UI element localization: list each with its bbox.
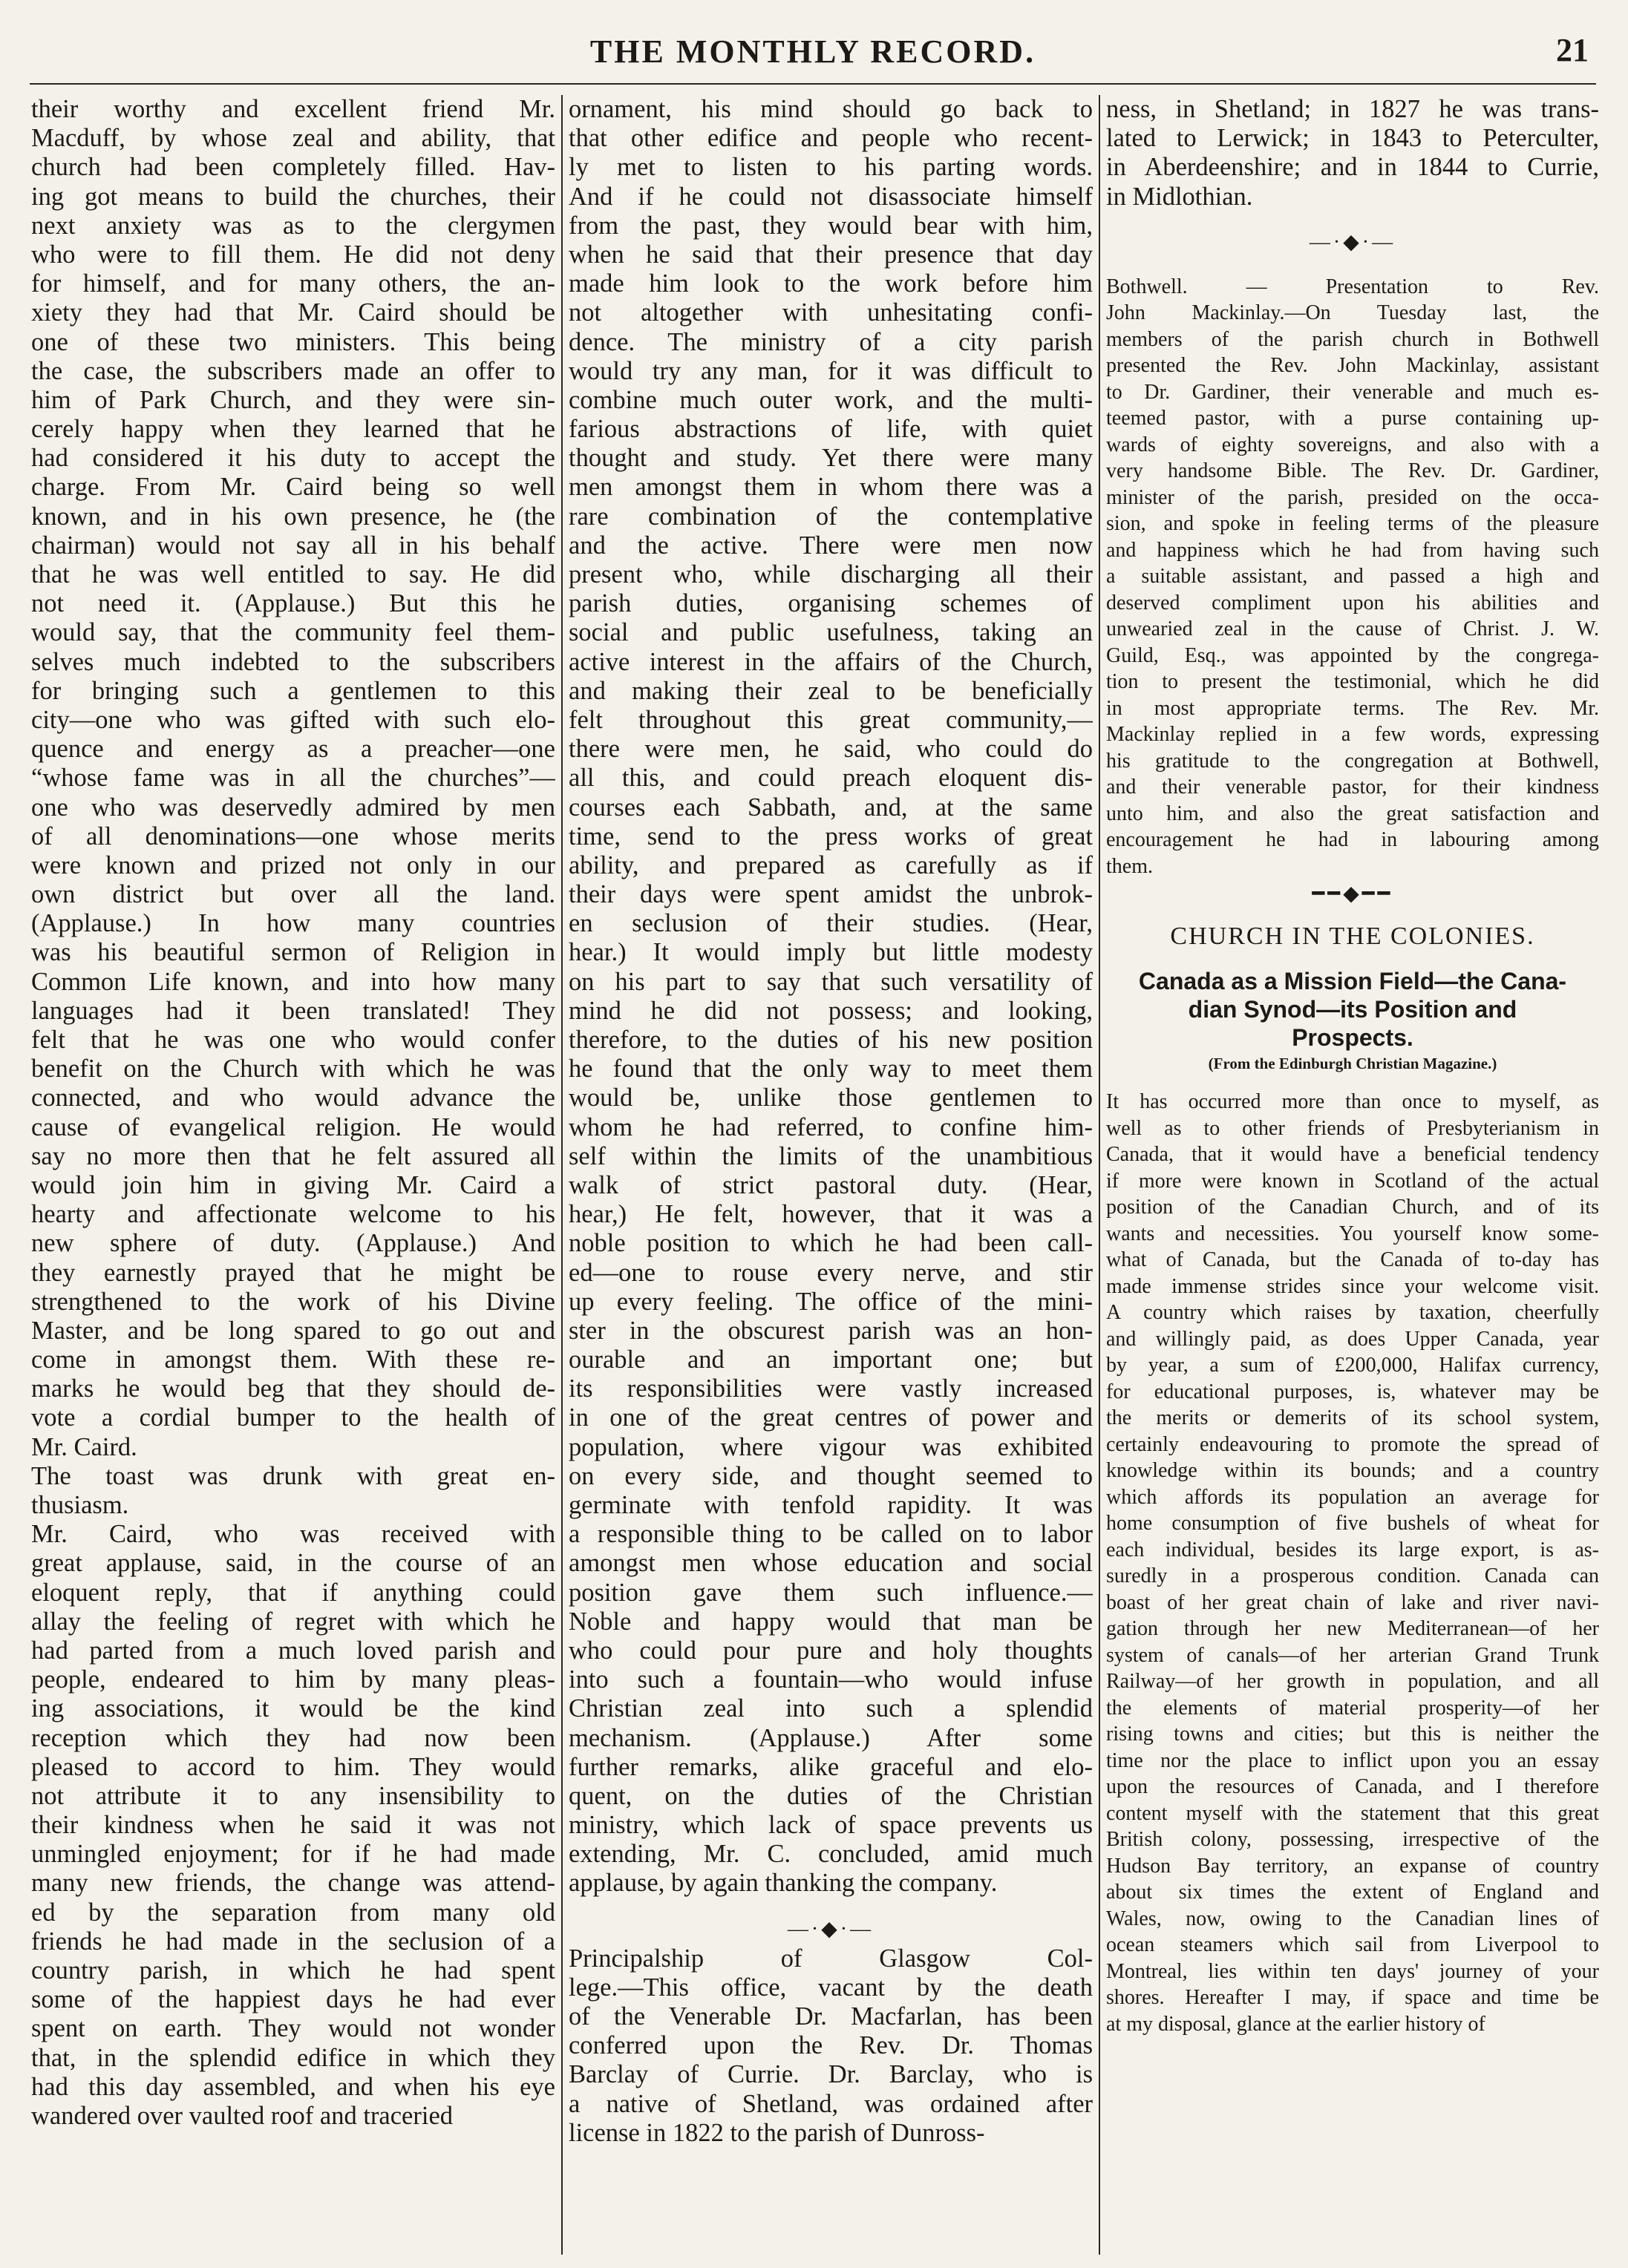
text-line: pleased to accord to him. They would — [31, 1752, 555, 1781]
text-line: self within the limits of the unambitious — [569, 1141, 1093, 1170]
text-line: gation through her new Mediterranean—of her — [1106, 1617, 1599, 1641]
text-line: not need it. (Applause.) But this he — [31, 589, 555, 618]
text-line: members of the parish church in Bothwell — [1106, 327, 1599, 351]
ornament-divider-large: ━━◆━━ — [1312, 882, 1393, 906]
text-line: ing associations, it would be the kind — [31, 1694, 555, 1723]
text-line: the merits or demerits of its school system, — [1106, 1406, 1599, 1430]
text-line: wants and necessities. You yourself know some- — [1106, 1222, 1599, 1245]
text-line: and happiness which he had from having such — [1106, 538, 1599, 562]
text-line: would join him in giving Mr. Caird a — [31, 1170, 555, 1199]
text-line: The toast was drunk with great en- — [31, 1461, 555, 1490]
text-line: sion, and spoke in feeling terms of the pleasure — [1106, 512, 1599, 536]
text-line: therefore, to the duties of his new position — [569, 1026, 1093, 1054]
text-line: mechanism. (Applause.) After some — [569, 1723, 1093, 1752]
text-line: up every feeling. The office of the mini- — [569, 1287, 1093, 1316]
text-line: would say, that the community feel them- — [31, 618, 555, 647]
text-line: country parish, in which he had spent — [31, 1956, 555, 1984]
text-line: dence. The ministry of a city parish — [569, 327, 1093, 356]
text-line: conferred upon the Rev. Dr. Thomas — [569, 2031, 1093, 2060]
text-line: which affords its population an average for — [1106, 1485, 1599, 1509]
section-heading: CHURCH IN THE COLONIES. — [1170, 922, 1535, 951]
text-line: spent on earth. They would not wonder — [31, 2014, 555, 2043]
text-line: what of Canada, but the Canada of to-day has — [1106, 1248, 1599, 1272]
text-line: and willingly paid, as does Upper Canada, year — [1106, 1327, 1599, 1351]
text-line: encouragement he had in labouring among — [1106, 828, 1599, 852]
text-line: Noble and happy would that man be — [569, 1607, 1093, 1636]
text-line: quent, on the duties of the Christian — [569, 1781, 1093, 1810]
text-line: (Applause.) In how many countries — [31, 909, 555, 938]
page-header — [30, 28, 1596, 88]
text-line: benefit on the Church with which he was — [31, 1055, 555, 1084]
text-line: thusiasm. — [31, 1491, 129, 1519]
text-line: deserved compliment upon his abilities and — [1106, 591, 1599, 614]
text-line: men amongst them in whom there was a — [569, 473, 1093, 502]
text-line: one of these two ministers. This being — [31, 327, 555, 356]
column-2-text-a — [569, 95, 1093, 1898]
text-line: amongst men whose education and social — [569, 1549, 1093, 1578]
text-line: “whose fame was in all the churches”— — [31, 764, 555, 793]
text-line: parish duties, organising schemes of — [569, 589, 1093, 618]
text-line: reception which they had now been — [31, 1723, 555, 1752]
text-line: say no more then that he felt assured all — [31, 1141, 555, 1170]
text-line: home consumption of five bushels of wheat for — [1106, 1512, 1599, 1536]
text-line: hear,) He felt, however, that it was a — [569, 1200, 1093, 1229]
text-line: from the past, they would bear with him, — [569, 211, 1093, 240]
running-title: THE MONTHLY RECORD. — [589, 33, 1036, 70]
ornament-divider: —·◆·— — [787, 1917, 875, 1941]
text-line: own district but over all the land. — [31, 880, 555, 909]
text-line: teemed pastor, with a purse containing up- — [1106, 407, 1599, 430]
text-line: made him look to the work before him — [569, 269, 1093, 298]
title-line: Canada as a Mission Field—the Cana- — [1138, 968, 1567, 995]
text-line: some of the happiest days he had ever — [31, 1985, 555, 2014]
text-line: all this, and could preach eloquent dis- — [569, 764, 1093, 793]
text-line: ed—one to rouse every nerve, and stir — [569, 1258, 1093, 1287]
text-line: that, in the splendid edifice in which they — [31, 2043, 555, 2072]
text-line: ability, and prepared as carefully as if — [569, 850, 1093, 879]
text-line: active interest in the affairs of the Church, — [569, 647, 1093, 676]
text-line: next anxiety was as to the clergymen — [31, 211, 555, 240]
text-line: their kindness when he said it was not — [31, 1811, 555, 1840]
text-line: in Aberdeenshire; and in 1844 to Currie, — [1106, 153, 1599, 182]
text-line: Mr. Caird. — [31, 1432, 137, 1461]
canada-article — [1106, 1089, 1599, 2037]
text-line: were known and prized not only in our — [31, 850, 555, 879]
text-line: ocean steamers which sail from Liverpool to — [1106, 1933, 1599, 1957]
text-line: Master, and be long spared to go out and — [31, 1316, 555, 1345]
text-line: a suitable assistant, and passed a high and — [1106, 565, 1599, 589]
text-line: quence and energy as a preacher—one — [31, 735, 555, 764]
text-line: lege.—This office, vacant by the death — [569, 1973, 1093, 2002]
text-line: boast of her great chain of lake and river navi- — [1106, 1590, 1599, 1614]
text-line: was his beautiful sermon of Religion in — [31, 938, 555, 967]
text-line: at my disposal, glance at the earlier history of — [1106, 2012, 1485, 2036]
text-line: And if he could not disassociate himself — [569, 182, 1093, 211]
text-line: to Dr. Gardiner, their venerable and much es- — [1106, 380, 1599, 404]
text-line: rising towns and cities; but this is neither the — [1106, 1723, 1599, 1746]
ornament-divider: —·◆·— — [1309, 230, 1396, 254]
title-line: Prospects. — [1292, 1024, 1413, 1052]
text-line: when he said that their presence that day — [569, 240, 1093, 269]
text-line: ed by the separation from many old — [31, 1898, 555, 1927]
text-line: Christian zeal into such a splendid — [569, 1694, 1093, 1723]
text-line: position of the Canadian Church, and of its — [1106, 1196, 1599, 1219]
text-line: strengthened to the work of his Divine — [31, 1287, 555, 1316]
text-line: Macduff, by whose zeal and ability, that — [31, 124, 555, 153]
source-note: (From the Edinburgh Christian Magazine.) — [1208, 1055, 1497, 1073]
text-line: for himself, and for many others, the an- — [31, 269, 555, 298]
text-line: cerely happy when they learned that he — [31, 415, 555, 444]
text-line: Canada, that it would have a beneficial tendency — [1106, 1143, 1599, 1167]
text-line: on his part to say that such versatility of — [569, 967, 1093, 996]
text-line: come in amongst them. With these re- — [31, 1346, 555, 1374]
text-line: Mr. Caird, who was received with — [31, 1520, 555, 1549]
column-2 — [569, 95, 1093, 2255]
text-line: by year, a sum of £200,000, Halifax currency, — [1106, 1354, 1599, 1377]
text-line: not attribute it to any insensibility to — [31, 1781, 555, 1810]
text-line: unmingled enjoyment; for if he had made — [31, 1840, 555, 1869]
column-3 — [1106, 95, 1599, 2255]
bothwell-article — [1106, 274, 1599, 880]
text-line: city—one who was gifted with such elo- — [31, 705, 555, 734]
text-line: suredly in a prosperous condition. Canada can — [1106, 1564, 1599, 1588]
text-line: Hudson Bay territory, an expanse of country — [1106, 1854, 1599, 1878]
text-line: and making their zeal to be beneficially — [569, 676, 1093, 705]
text-line: him of Park Church, and they were sin- — [31, 385, 555, 414]
text-line: Montreal, lies within ten days' journey of your — [1106, 1959, 1599, 1983]
text-line: British colony, possessing, irrespective of the — [1106, 1828, 1599, 1852]
text-line: and their venerable pastor, for their kindness — [1106, 776, 1599, 799]
page-number: 21 — [1556, 32, 1589, 68]
column-1 — [31, 95, 555, 2255]
column-3-text-a — [1106, 95, 1599, 212]
text-line: very handsome Bible. The Rev. Dr. Gardiner, — [1106, 459, 1599, 483]
text-line: Common Life known, and into how many — [31, 967, 555, 996]
text-line: A country which raises by taxation, cheerfully — [1106, 1301, 1599, 1325]
text-line: xiety they had that Mr. Caird should be — [31, 298, 555, 327]
text-line: Wales, now, owing to the Canadian lines of — [1106, 1907, 1599, 1930]
text-line: applause, by again thanking the company. — [569, 1869, 998, 1898]
article-title — [1106, 967, 1599, 1052]
text-line: vote a cordial bumper to the health of — [31, 1403, 555, 1432]
text-line: noble position to which he had been call- — [569, 1229, 1093, 1258]
text-line: felt throughout this great community,— — [569, 705, 1093, 734]
text-line: and the active. There were men now — [569, 531, 1093, 560]
text-line: John Mackinlay.—On Tuesday last, the — [1106, 301, 1599, 325]
text-line: would be, unlike those gentlemen to — [569, 1084, 1093, 1112]
text-line: Bothwell. — Presentation to Rev. — [1106, 275, 1599, 298]
text-line: system of canals—of her arterian Grand Trunk — [1106, 1643, 1599, 1667]
text-line: its responsibilities were vastly increased — [569, 1374, 1093, 1403]
text-line: allay the feeling of regret with which he — [31, 1607, 555, 1636]
text-line: connected, and who would advance the — [31, 1084, 555, 1112]
text-line: ly met to listen to his parting words. — [569, 153, 1093, 182]
text-line: thought and study. Yet there were many — [569, 444, 1093, 473]
text-line: who were to fill them. He did not deny — [31, 240, 555, 269]
text-line: had considered it his duty to accept the — [31, 444, 555, 473]
text-line: whom he had referred, to confine him- — [569, 1112, 1093, 1141]
text-line: marks he would beg that they should de- — [31, 1374, 555, 1403]
text-line: charge. From Mr. Caird being so well — [31, 473, 555, 502]
text-line: population, where vigour was exhibited — [569, 1432, 1093, 1461]
text-line: time, send to the press works of great — [569, 822, 1093, 850]
text-line: ornament, his mind should go back to — [569, 95, 1093, 123]
text-line: Barclay of Currie. Dr. Barclay, who is — [569, 2060, 1093, 2089]
text-line: social and public usefulness, taking an — [569, 618, 1093, 647]
text-line: there were men, he said, who could do — [569, 735, 1093, 764]
text-line: they earnestly prayed that he might be — [31, 1258, 555, 1287]
text-line: them. — [1106, 854, 1153, 878]
text-line: for educational purposes, is, whatever may be — [1106, 1380, 1599, 1403]
text-line: tion to present the testimonial, which he did — [1106, 670, 1599, 694]
text-line: license in 1822 to the parish of Dunross- — [569, 2118, 985, 2147]
text-line: It has occurred more than once to myself, as — [1106, 1090, 1599, 1114]
text-line: made immense strides since your welcome visit. — [1106, 1274, 1599, 1298]
text-line: people, endeared to him by many pleas- — [31, 1665, 555, 1694]
text-line: ing got means to build the churches, their — [31, 182, 555, 211]
text-line: if more were known in Scotland of the actual — [1106, 1169, 1599, 1193]
text-line: their days were spent amidst the unbrok- — [569, 880, 1093, 909]
text-line: he found that the only way to meet them — [569, 1055, 1093, 1084]
text-line: about six times the extent of England and — [1106, 1881, 1599, 1904]
text-line: many new friends, the change was attend- — [31, 1869, 555, 1898]
text-line: ourable and an important one; but — [569, 1346, 1093, 1374]
text-line: Mackinlay replied in a few words, expressing — [1106, 723, 1599, 747]
text-line: germinate with tenfold rapidity. It was — [569, 1491, 1093, 1519]
text-line: the elements of material prosperity—of her — [1106, 1696, 1599, 1720]
text-line: great applause, said, in the course of an — [31, 1549, 555, 1578]
text-line: present who, while discharging all their — [569, 560, 1093, 589]
text-line: had this day assembled, and when his eye — [31, 2072, 555, 2101]
text-line: time nor the place to inflict upon you an essay — [1106, 1748, 1599, 1772]
text-line: lated to Lerwick; in 1843 to Peterculter, — [1106, 124, 1599, 153]
text-line: had parted from a much loved parish and — [31, 1636, 555, 1665]
text-line: walk of strict pastoral duty. (Hear, — [569, 1170, 1093, 1199]
text-line: in most appropriate terms. The Rev. Mr. — [1106, 696, 1599, 720]
text-line: wandered over vaulted roof and traceried — [31, 2101, 454, 2130]
text-line: Principalship of Glasgow Col- — [569, 1944, 1093, 1973]
text-line: ministry, which lack of space prevents us — [569, 1811, 1093, 1840]
text-line: en seclusion of their studies. (Hear, — [569, 909, 1093, 938]
text-line: not altogether with unhesitating confi- — [569, 298, 1093, 327]
text-line: extending, Mr. C. concluded, amid much — [569, 1840, 1093, 1869]
text-line: languages had it been translated! They — [31, 996, 555, 1025]
text-line: of all denominations—one whose merits — [31, 822, 555, 850]
text-line: selves much indebted to the subscribers — [31, 647, 555, 676]
text-line: hearty and affectionate welcome to his — [31, 1200, 555, 1229]
text-line: of the Venerable Dr. Macfarlan, has been — [569, 2002, 1093, 2031]
text-line: that he was well entitled to say. He did — [31, 560, 555, 589]
text-line: further remarks, alike graceful and elo- — [569, 1752, 1093, 1781]
text-line: cause of evangelical religion. He would — [31, 1112, 555, 1141]
text-line: wards of eighty sovereigns, and also with a — [1106, 433, 1599, 456]
text-line: chairman) would not say all in his behalf — [31, 531, 555, 560]
text-line: one who was deservedly admired by men — [31, 793, 555, 822]
text-line: courses each Sabbath, and, at the same — [569, 793, 1093, 822]
title-line: dian Synod—its Position and — [1188, 996, 1517, 1023]
text-line: known, and in his own presence, he (the — [31, 502, 555, 531]
text-line: new sphere of duty. (Applause.) And — [31, 1229, 555, 1258]
text-line: his gratitude to the congregation at Bothwell, — [1106, 749, 1599, 773]
text-line: Guild, Esq., was appointed by the congrega- — [1106, 643, 1599, 667]
text-line: well as to other friends of Presbyterianism in — [1106, 1116, 1599, 1140]
text-line: content myself with the statement that this great — [1106, 1801, 1599, 1825]
text-line: minister of the parish, presided on the occa- — [1106, 485, 1599, 509]
text-line: on every side, and thought seemed to — [569, 1461, 1093, 1490]
text-line: unto him, and also the great satisfaction and — [1106, 802, 1599, 825]
text-line: knowledge within its bounds; and a country — [1106, 1459, 1599, 1483]
text-line: rare combination of the contemplative — [569, 502, 1093, 531]
text-line: a responsible thing to be called on to labor — [569, 1520, 1093, 1549]
text-line: farious abstractions of life, with quiet — [569, 415, 1093, 444]
text-line: unwearied zeal in the cause of Christ. J. W. — [1106, 617, 1599, 641]
text-line: shores. Hereafter I may, if space and time be — [1106, 1986, 1599, 2010]
text-line: friends he had made in the seclusion of a — [31, 1927, 555, 1956]
text-line: their worthy and excellent friend Mr. — [31, 95, 555, 123]
text-line: Railway—of her growth in population, and all — [1106, 1670, 1599, 1694]
text-line: into such a fountain—who would infuse — [569, 1665, 1093, 1694]
text-line: the case, the subscribers made an offer to — [31, 356, 555, 385]
text-line: church had been completely filled. Hav- — [31, 153, 555, 182]
header-rule — [30, 83, 1596, 85]
column-divider-1 — [561, 95, 563, 2255]
text-line: felt that he was one who would confer — [31, 1026, 555, 1054]
text-line: would try any man, for it was difficult to — [569, 356, 1093, 385]
text-line: in one of the great centres of power and — [569, 1403, 1093, 1432]
column-divider-2 — [1099, 95, 1100, 2255]
text-line: a native of Shetland, was ordained after — [569, 2089, 1093, 2118]
text-line: ness, in Shetland; in 1827 he was trans- — [1106, 95, 1599, 123]
text-line: for bringing such a gentlemen to this — [31, 676, 555, 705]
text-line: certainly endeavouring to promote the spread of — [1106, 1432, 1599, 1456]
text-line: that other edifice and people who recent- — [569, 124, 1093, 153]
text-line: mind he did not possess; and looking, — [569, 996, 1093, 1025]
principalship-article — [569, 1944, 1093, 2148]
column-1-text — [31, 95, 555, 2131]
text-line: hear.) It would imply but little modesty — [569, 938, 1093, 967]
text-line: presented the Rev. John Mackinlay, assistant — [1106, 354, 1599, 378]
text-line: each individual, besides its large export, is as- — [1106, 1538, 1599, 1561]
text-line: who could pour pure and holy thoughts — [569, 1636, 1093, 1665]
text-line: eloquent reply, that if anything could — [31, 1578, 555, 1607]
text-line: upon the resources of Canada, and I therefore — [1106, 1775, 1599, 1799]
text-line: position gave them such influence.— — [569, 1578, 1093, 1607]
text-line: in Midlothian. — [1106, 182, 1253, 211]
text-line: combine much outer work, and the multi- — [569, 385, 1093, 414]
text-line: ster in the obscurest parish was an hon- — [569, 1316, 1093, 1345]
